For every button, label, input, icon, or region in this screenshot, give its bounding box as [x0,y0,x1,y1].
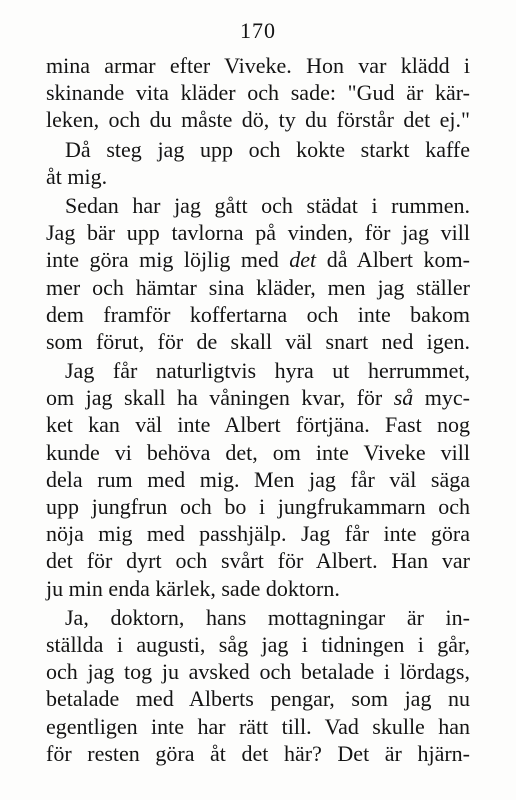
text-line: upp jungfrun och bo i jungfrukammarn och [46,494,470,519]
text-line: det för dyrt och svårt för Albert. Han var [46,548,470,574]
text-run: då Albert kom- [316,247,470,273]
text-line: ket kan väl inte Albert förtjäna. Fast nog [46,412,470,438]
paragraph-1 [46,52,470,134]
text-line: ställda i augusti, såg jag i tidningen i går, [46,631,470,657]
text-line: åt mig. [46,163,108,189]
page-number: 170 [240,18,276,43]
text-line: skinande vita kläder och sade: "Gud är kär- [46,80,470,106]
text-run: inte göra mig löjlig med [46,247,290,273]
text-line: som förut, för de skall väl snart ned igen. [46,328,470,354]
paragraph-2 [46,136,470,190]
text-line: dela rum med mig. Men jag får väl säga [46,466,470,492]
text-line: nöja mig med passhjälp. Jag får inte göra [46,521,470,547]
text-line: mer och hämtar sina kläder, men jag ställer [46,274,470,300]
text-line: Jag får naturligtvis hyra ut herrummet, [65,358,470,384]
body-text [46,52,470,767]
emphasis-text: så [393,385,414,411]
text-run: myc- [413,385,471,411]
text-line: egentligen inte har rätt till. Vad skulle han [46,713,470,739]
text-line: och jag tog ju avsked och betalade i lördags, [46,659,470,685]
emphasis-text: det [289,247,317,273]
paragraph-3 [46,192,470,355]
text-line: för resten göra åt det här? Det är hjärn- [46,740,470,766]
text-line: leken, och du måste dö, ty du förstår det ej." [46,107,470,133]
text-line: ju min enda kärlek, sade doktorn. [46,575,340,601]
text-line [46,384,470,411]
paragraph-4 [46,357,470,602]
paragraph-5 [46,604,470,767]
text-line [46,246,470,273]
text-run: om jag skall ha våningen kvar, för [46,385,394,411]
text-line: kunde vi behöva det, om inte Viveke vill [46,439,470,465]
text-line: Sedan har jag gått och städat i rummen. [65,192,470,218]
text-line: betalade med Alberts pengar, som jag nu [46,686,470,712]
text-line: Ja, doktorn, hans mottagningar är in- [65,604,470,630]
text-line: Jag bär upp tavlorna på vinden, för jag vill [46,220,470,246]
text-line: mina armar efter Viveke. Hon var klädd i [46,53,470,78]
text-line: Då steg jag upp och kokte starkt kaffe [65,136,470,162]
text-line: dem framför koffertarna och inte bakom [46,301,470,327]
